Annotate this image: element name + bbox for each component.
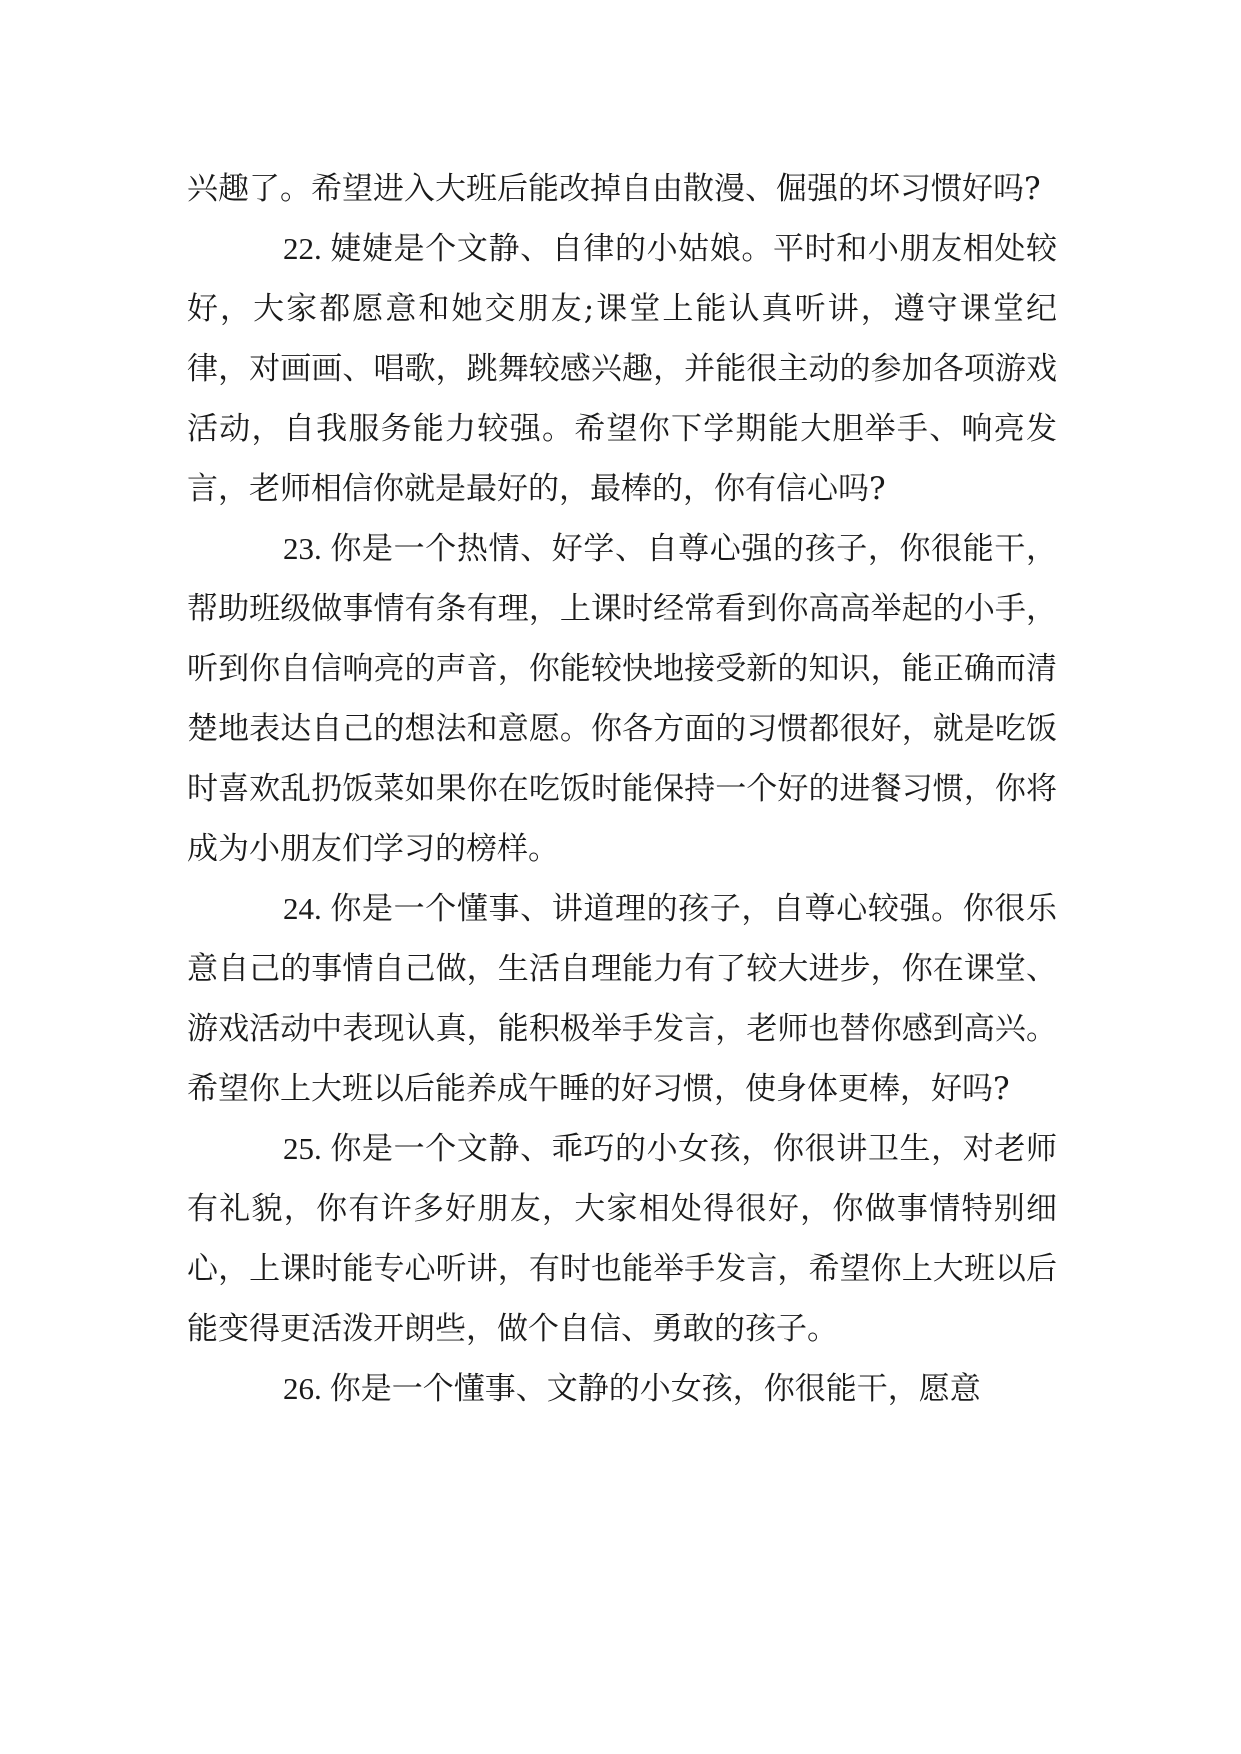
paragraph-number: 24. xyxy=(283,891,322,926)
paragraph-23 xyxy=(187,519,1057,879)
paragraph-24 xyxy=(187,879,1057,1119)
paragraph-text: 婕婕是个文静、自律的小姑娘。平时和小朋友相处较好，大家都愿意和她交朋友;课堂上能认真听讲，遵守课堂纪律，对画画、唱歌，跳舞较感兴趣，并能很主动的参加各项游戏活动，自我服务能力较强。希望你下学期能大胆举手、响亮发言，老师相信你就是最好的，最棒的，你有信心吗? xyxy=(187,231,1057,507)
paragraph-number: 23. xyxy=(283,531,322,566)
paragraph-25 xyxy=(187,1119,1057,1359)
paragraph-22 xyxy=(187,219,1057,519)
paragraph-text: 你是一个热情、好学、自尊心强的孩子，你很能干，帮助班级做事情有条有理，上课时经常看到你高高举起的小手，听到你自信响亮的声音，你能较快地接受新的知识，能正确而清楚地表达自己的想法和意愿。你各方面的习惯都很好，就是吃饭时喜欢乱扔饭菜如果你在吃饭时能保持一个好的进餐习惯，你将成为小朋友们学习的榜样。 xyxy=(187,531,1057,867)
paragraph-number: 22. xyxy=(283,231,322,266)
paragraph-26 xyxy=(187,1359,1057,1419)
paragraph-text: 你是一个懂事、讲道理的孩子，自尊心较强。你很乐意自己的事情自己做，生活自理能力有了较大进步，你在课堂、游戏活动中表现认真，能积极举手发言，老师也替你感到高兴。希望你上大班以后能养成午睡的好习惯，使身体更棒，好吗? xyxy=(187,891,1057,1107)
paragraph-text: 你是一个懂事、文静的小女孩，你很能干，愿意 xyxy=(329,1371,981,1407)
document-body xyxy=(187,159,1057,1419)
paragraph-number: 26. xyxy=(283,1371,322,1406)
paragraph-continuation xyxy=(187,159,1057,219)
paragraph-text: 你是一个文静、乖巧的小女孩，你很讲卫生，对老师有礼貌，你有许多好朋友，大家相处得很好，你做事情特别细心，上课时能专心听讲，有时也能举手发言，希望你上大班以后能变得更活泼开朗些，做个自信、勇敢的孩子。 xyxy=(187,1131,1057,1347)
paragraph-text: 兴趣了。希望进入大班后能改掉自由散漫、倔强的坏习惯好吗? xyxy=(187,171,1041,207)
paragraph-number: 25. xyxy=(283,1131,322,1166)
